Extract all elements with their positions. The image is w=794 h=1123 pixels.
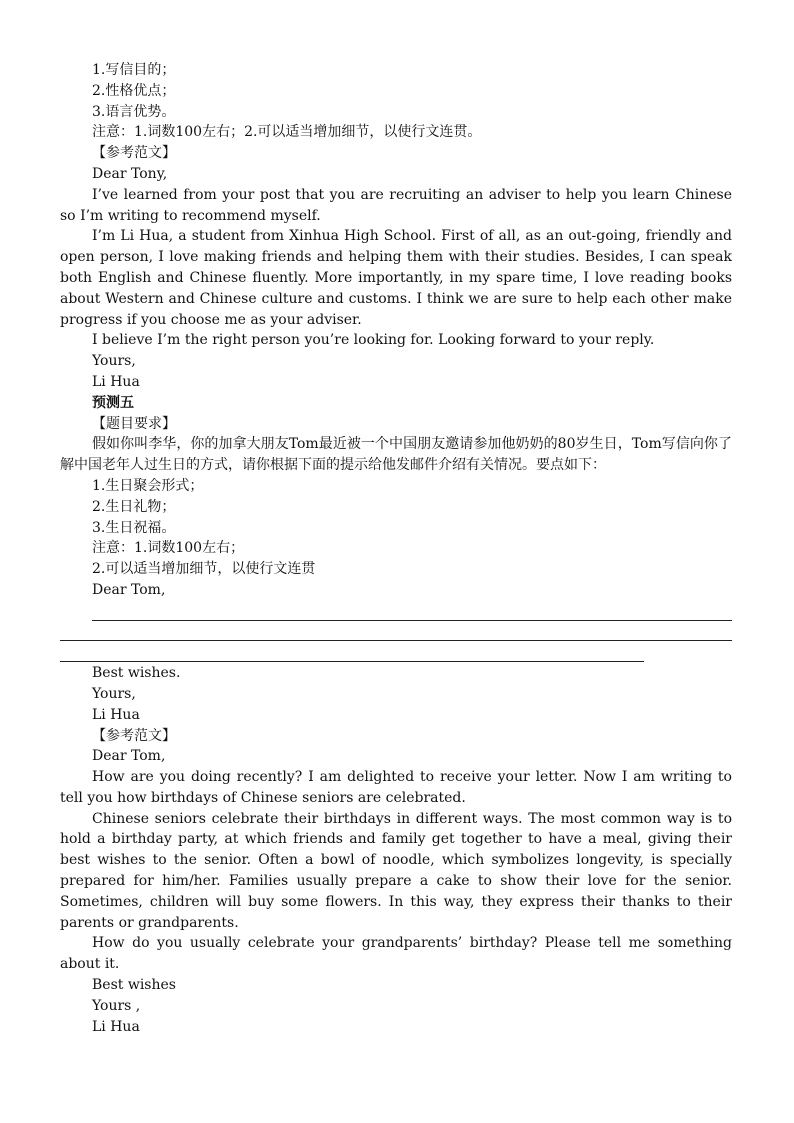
letter-paragraph: I’m Li Hua, a student from Xinhua High School. First of all, as an out-going, friendly and open person, I love making friends and helping them with their studies. Besides, I can speak both English and Chinese fluently. More importantly, in my spare time, I love reading books about Western and Chinese culture and customs. I think we are sure to help each other make progress if you choose me as your adviser. — [60, 228, 732, 328]
letter-signature: Li Hua — [92, 373, 140, 390]
letter-closing: Yours, — [92, 685, 136, 702]
answer-blank-line[interactable] — [60, 622, 732, 643]
letter-closing: Yours, — [92, 353, 136, 370]
letter-paragraph: Chinese seniors celebrate their birthdays in different ways. The most common way is to hold a birthday party, at which friends and family get together to have a meal, giving their best wishes to the senior. Often a bowl of noodle, which symbolizes longevity, is specially prepared for him/her. Families usually prepare a cake to show their love for the senior. Sometimes, children will buy some flowers. In this way, they express their thanks to their parents or grandparents. — [60, 810, 732, 931]
letter-closing: Yours , — [92, 997, 141, 1014]
note: 注意：1.词数100左右；2.可以适当增加细节，以使行文连贯。 — [92, 124, 482, 141]
point-1: 1.生日聚会形式； — [92, 477, 204, 494]
task-prompt: 假如你叫李华，你的加拿大朋友Tom最近被一个中国朋友邀请参加他奶奶的80岁生日，Tom写信向你了解中国老年人过生日的方式，请你根据下面的提示给他发邮件介绍有关情况。要点如下： — [60, 436, 732, 474]
requirements-header: 【题目要求】 — [92, 415, 176, 432]
letter-paragraph: I believe I’m the right person you’re looking for. Looking forward to your reply. — [92, 332, 655, 349]
best-wishes: Best wishes — [92, 977, 176, 994]
point-2: 2.生日礼物； — [92, 498, 176, 515]
point-3: 3.生日祝福。 — [92, 519, 176, 536]
point-2: 2.性格优点； — [92, 82, 176, 99]
answer-blank-line[interactable] — [60, 642, 644, 663]
sample-header: 【参考范文】 — [92, 727, 176, 744]
letter-paragraph: How do you usually celebrate your grandparents’ birthday? Please tell me something about it. — [60, 935, 732, 973]
letter-greeting: Dear Tom, — [92, 581, 166, 598]
note-details: 2.可以适当增加细节，以使行文连贯 — [92, 561, 316, 578]
letter-paragraph: I’ve learned from your post that you are recruiting an adviser to help you learn Chinese so I’m writing to recommend myself. — [60, 186, 732, 224]
letter-signature: Li Hua — [92, 706, 140, 723]
letter-signature: Li Hua — [92, 1018, 140, 1035]
document-page — [60, 60, 732, 1037]
point-1: 1.写信目的； — [92, 62, 176, 78]
best-wishes: Best wishes. — [92, 665, 181, 682]
letter-paragraph: How are you doing recently? I am delighted to receive your letter. Now I am writing to tell you how birthdays of Chinese seniors are celebrated. — [60, 769, 732, 806]
letter-greeting: Dear Tom, — [92, 748, 166, 765]
point-3: 3.语言优势。 — [92, 103, 176, 120]
answer-blank-line[interactable] — [92, 601, 732, 622]
note-word-count: 注意：1.词数100左右； — [92, 540, 245, 557]
letter-greeting: Dear Tony, — [92, 165, 168, 182]
sample-header: 【参考范文】 — [92, 145, 176, 162]
section-heading: 预测五 — [92, 394, 134, 411]
